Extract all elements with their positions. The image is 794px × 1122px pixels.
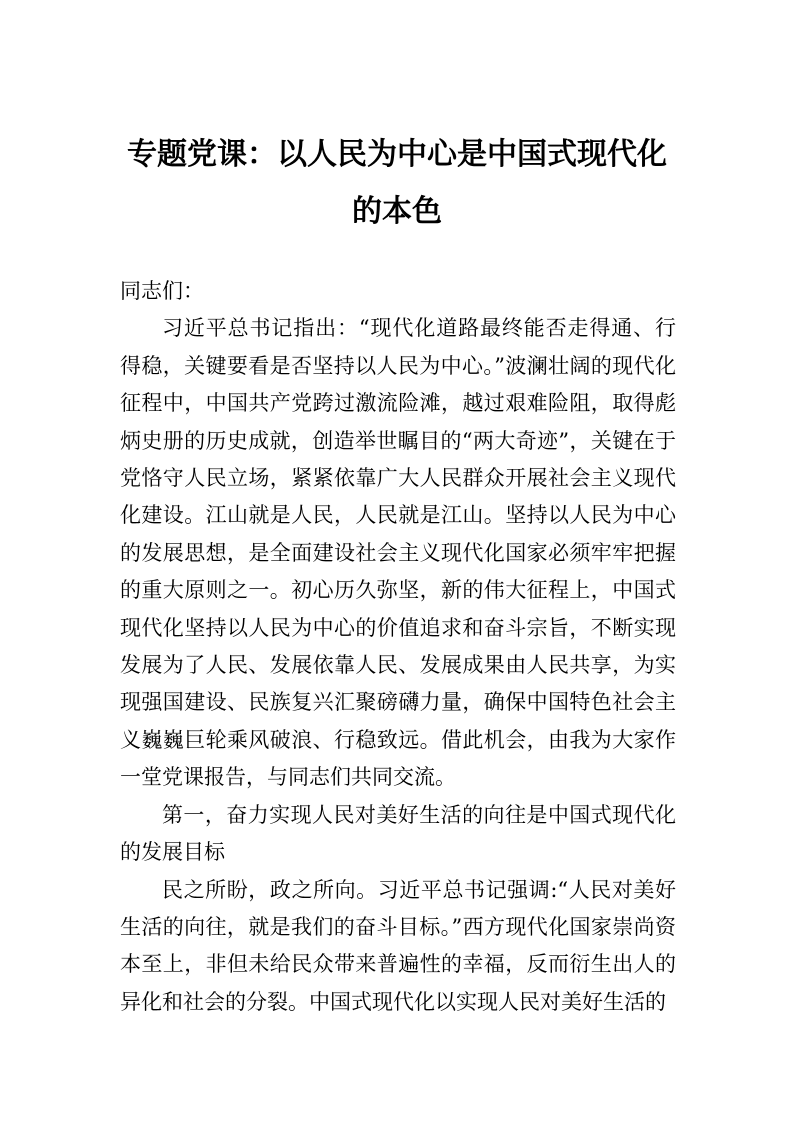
paragraph-section-1: 民之所盼，政之所向。习近平总书记强调:“人民对美好生活的向往，就是我们的奋斗目标。”西方现代化国家崇尚资本至上，非但未给民众带来普遍性的幸福，反而衍生出人的异化和社会的分裂。中国式现代化以实现人民对美好生活的 bbox=[120, 877, 676, 1014]
document-title-line-1: 专题党课：以人民为中心是中国式现代化 bbox=[127, 137, 667, 172]
salutation: 同志们： bbox=[120, 279, 204, 303]
document-title-line-2: 的本色 bbox=[352, 194, 442, 229]
paragraph-intro: 习近平总书记指出：“现代化道路最终能否走得通、行得稳，关键要看是否坚持以人民为中心。”波澜壮阔的现代化征程中，中国共产党跨过激流险滩，越过艰难险阻，取得彪炳史册的历史成就，创造举世瞩目的“两大奇迹”，关键在于党恪守人民立场，紧紧依靠广大人民群众开展社会主义现代化建设。江山就是人民，人民就是江山。坚持以人民为中心的发展思想，是全面建设社会主义现代化国家必须牢牢把握的重大原则之一。初心历久弥坚，新的伟大征程上，中国式现代化坚持以人民为中心的价值追求和奋斗宗旨，不断实现发展为了人民、发展依靠人民、发展成果由人民共享，为实现强国建设、民族复兴汇聚磅礴力量，确保中国特色社会主义巍巍巨轮乘风破浪、行稳致远。借此机会，由我为大家作一堂党课报告，与同志们共同交流。 bbox=[120, 316, 676, 790]
document-body bbox=[120, 273, 676, 1021]
section-heading-1: 第一，奋力实现人民对美好生活的向往是中国式现代化的发展目标 bbox=[120, 802, 676, 865]
